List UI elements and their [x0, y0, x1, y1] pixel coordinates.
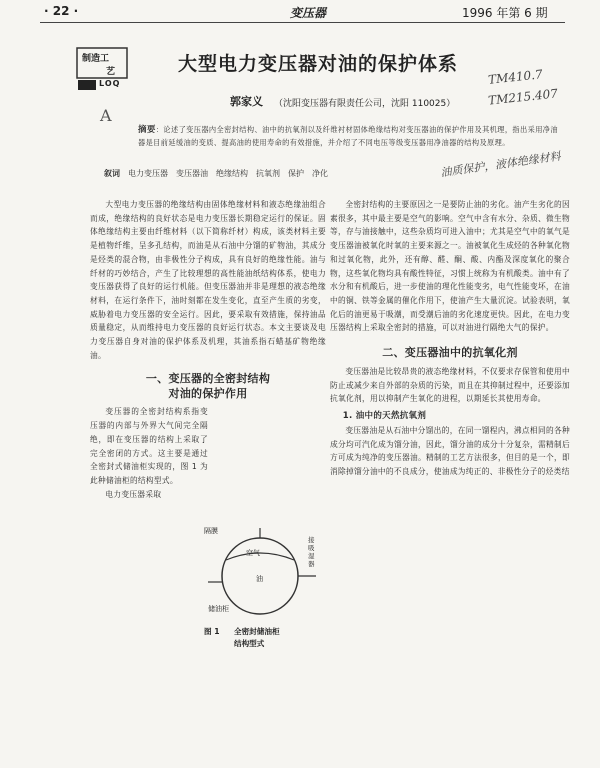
- section1-paragraph: 变压器的全密封结构系指变压器的内部与外界大气间完全隔绝，即在变压器的结构上采取了完全密闭的方式。这主要是通过全密封式储油柜实现的，图 1 为此种储油柜的结构型式。: [90, 407, 208, 485]
- section1-paragraph-right: 全密封结构的主要原因之一是要防止油的劣化。油产生劣化的因素很多，其中最主要是空气的影响。空气中含有水分、杂质、微生物等，存与油接触中，这些杂质均可进入油中；尤其是空气中的氧气是变压器油被氧化时氧的主要来源之一。油被氧化生成烃的各种氧化物和过氧化物，此外，还有醇、醛、酮、酸、内酯及深度氧化的聚合物，这些氧化物均具有酸性特征，习惯上统称为有机酸类。油中有了水分和有机酸后，进一步使油的理化性能变劣，电气性能变坏，在油中的铜、铁等金属的催化作用下，使油产生大量沉淀。试验表明，氧化后的油更易于吸潮，而受潮后油的劣化速度更快。因此，在电力变压器结构上采取全密封的措施，可以对油进行隔绝大气的保护。: [330, 200, 570, 333]
- subsection1-paragraph: 变压器油是从石油中分馏出的，在同一馏程内，沸点相同的各种成分均可汽化成为馏分油，因此，馏分油的成分十分复杂，需精制后方可成为纯净的变压器油。精制的工艺方法很多，但目的是一个，即消除掉馏分油中的不良成分，使油成为纯正的、非极性分子的烃类结: [330, 425, 570, 476]
- keywords-label: 叙词: [104, 169, 120, 178]
- author-name: 郭家义: [230, 95, 263, 108]
- keywords-list: 电力变压器 变压器油 绝缘结构 抗氧剂 保护 净化: [128, 169, 328, 178]
- label-conservator: 储油柜: [208, 605, 229, 613]
- subsection1-title: 1. 油中的天然抗氧剂: [342, 411, 427, 422]
- keywords: [104, 168, 328, 179]
- section2-title: 二、变压器油中的抗氧化剂: [382, 346, 518, 360]
- header-rule: [40, 22, 565, 23]
- handwritten-keywords: 油质保护，液体绝缘材料: [439, 149, 562, 180]
- logo-tag: LOQ: [99, 79, 121, 88]
- label-oil: 油: [256, 575, 263, 583]
- handwritten-mark-a: A: [100, 106, 112, 125]
- figure-caption-title-2: 结构型式: [234, 639, 265, 648]
- handwritten-code-2: TM215.407: [487, 86, 559, 108]
- page-number: · 22 ·: [44, 4, 79, 18]
- label-bellows: 接吸湿器: [308, 536, 315, 568]
- article-title: 大型电力变压器对油的保护体系: [178, 53, 459, 75]
- section1-title-line2: 对油的保护作用: [168, 387, 248, 401]
- issue-label: 1996 年第 6 期: [462, 6, 548, 20]
- abstract-label: 摘要: [138, 125, 156, 135]
- section1-paragraph-cont: 电力变压器采取: [105, 489, 162, 499]
- figure-caption-title-1: 全密封储油柜: [234, 627, 280, 636]
- handwritten-code-1: TM410.7: [487, 67, 544, 87]
- abstract-text: 论述了变压器内全密封结构、油中的抗氧剂以及纤维衬材固体绝缘结构对变压器油的保护作用及其机理，指出采用净油器是目前延缓油的变质、提高油的使用寿命的有效措施，并介绍了不同电压等级变压器用净油器的结构及原理。: [138, 125, 558, 147]
- label-diaphragm: 隔膜: [204, 527, 218, 535]
- abstract: 摘要：论述了变压器内全密封结构、油中的抗氧剂以及纤维衬材固体绝缘结构对变压器油的保护作用及其机理，指出采用净油器是目前延缓油的变质、提高油的使用寿命的有效措施，并介绍了不同电压等级变压器用净油器的结构及原理。: [138, 125, 558, 147]
- section-logo: [76, 46, 128, 92]
- label-air: 空气: [246, 549, 260, 557]
- author-affiliation: （沈阳变压器有限责任公司，沈阳 110025）: [274, 99, 456, 109]
- figure-caption-number: 图 1: [204, 627, 220, 636]
- section1-title-line1: 一、变压器的全密封结构: [145, 372, 271, 386]
- section2-paragraph: 变压器油是比较昂贵的液态绝缘材料，不仅要求存保管和使用中防止或减少来自外部的杂质的污染，而且在其抑制过程中，还要添加抗氧化剂，用以抑制产生氧化的进程，以期延长其使用寿命。: [330, 367, 570, 404]
- intro-paragraph: 大型电力变压器的绝缘结构由固体绝缘材料和液态绝缘油组合而成，绝缘结构的良好状态是电力变压器长期稳定运行的保证。固体绝缘结构主要由纤维材料（以下简称纤材）构成，该类材料主要是植物纤维，呈多孔结构，而油是从石油中分馏的矿物油，其成分是烃类的混合物，由非极性分子构成，具有良好的绝缘性能。油与纤材的巧妙结合，产生了比较理想的高性能油纸结构体系，使电力变压器获得了良好的运行机能。但变压器油并非是理想的液态绝缘材料，在运行条件下，油时刻都在发生变化，直至产生质的劣变，威胁着电力变压器的安全运行。因此，要采取有效措施，保持油品质量稳定，从而维持电力变压器的良好运行状态。本文主要谈及电力变压器自身对油的保护体系及机理，其油系指石蜡基矿物绝缘油。: [90, 200, 326, 360]
- diaphragm-line: [226, 553, 294, 560]
- column-right: [330, 198, 570, 479]
- column-left: [90, 198, 326, 501]
- journal-name: 变压器: [290, 6, 327, 20]
- logo-text-2: 艺: [106, 67, 116, 77]
- figure-1: [204, 524, 322, 656]
- logo-text-1: 制造工: [82, 54, 110, 64]
